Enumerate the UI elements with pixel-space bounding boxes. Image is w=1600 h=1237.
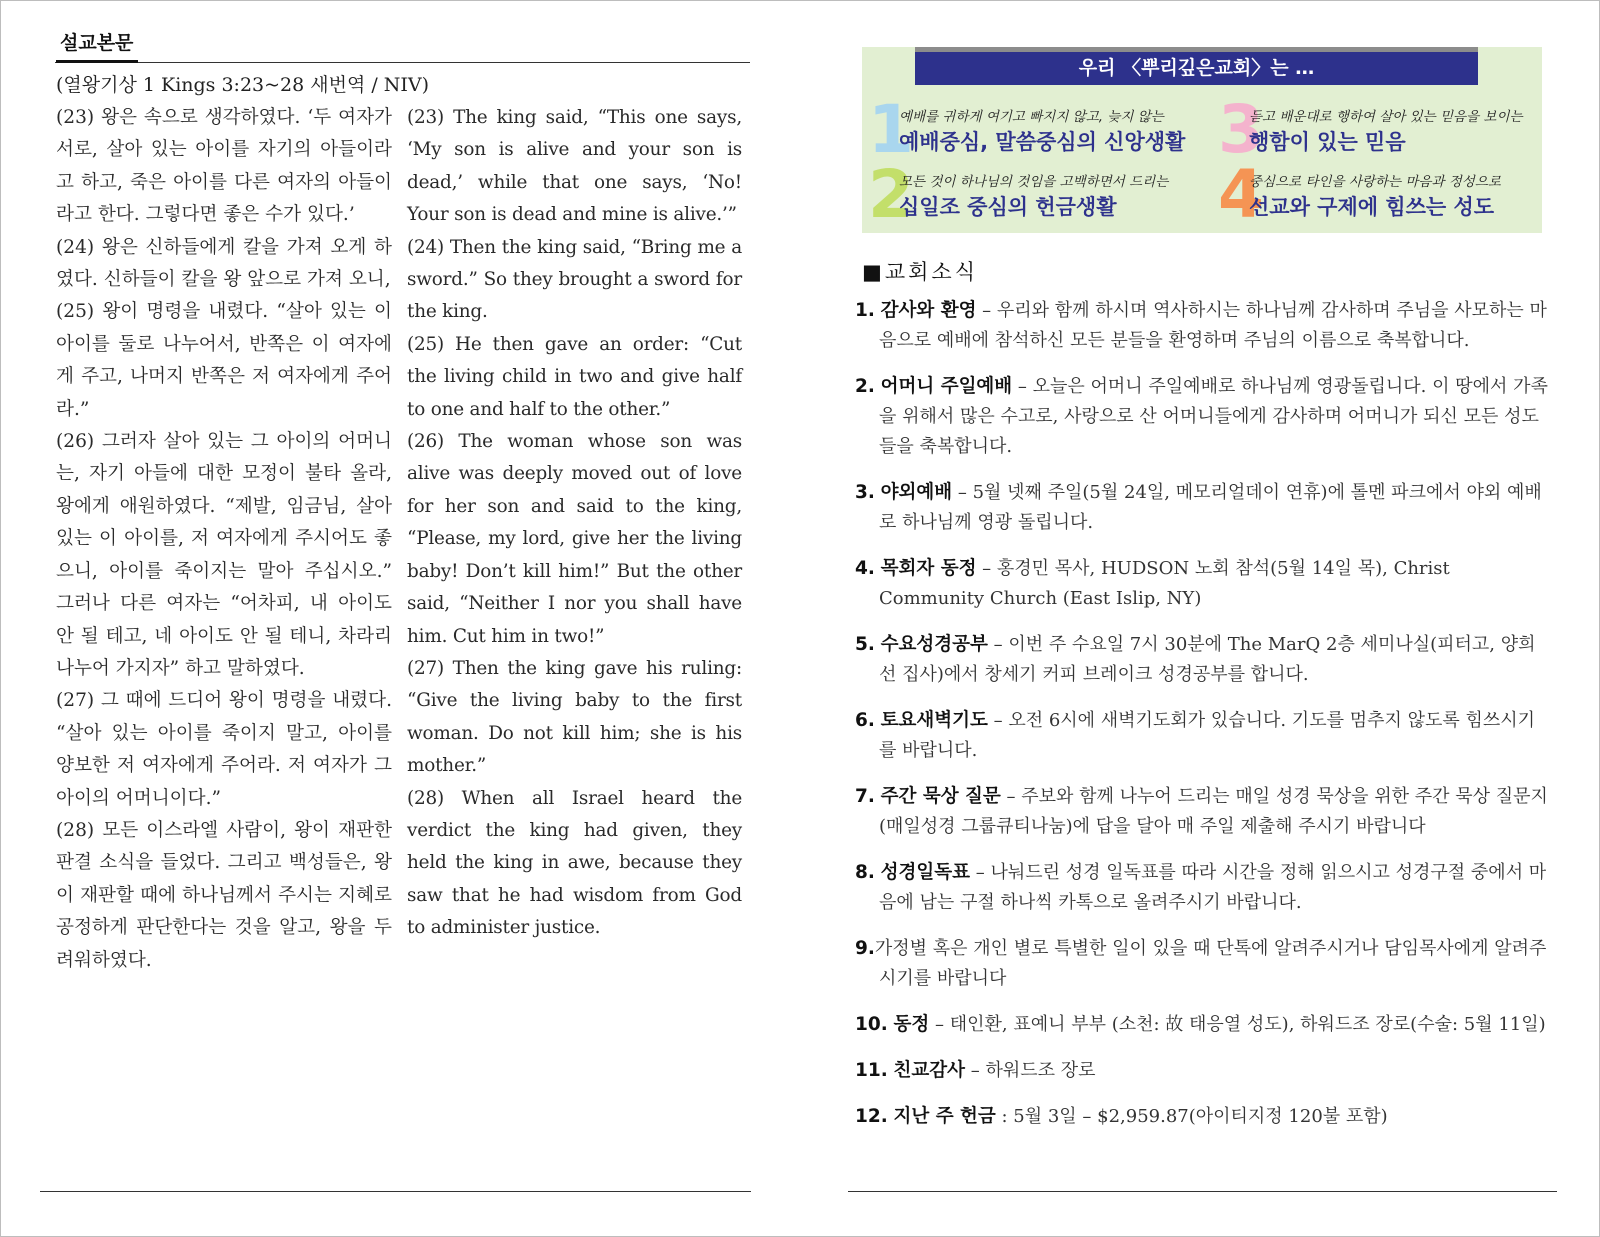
- news-item-number: 7.: [855, 786, 875, 807]
- news-item-title: 수요성경공부: [880, 634, 988, 655]
- news-item-title: 어머니 주일예배: [880, 376, 1013, 397]
- news-item-body: – 이번 주 수요일 7시 30분에 The MarQ 2층 세미나실(피터고, 양희선 집사)에서 창세기 커피 브레이크 성경공부를 합니다.: [879, 634, 1536, 685]
- church-news-heading: ■교회소식: [862, 260, 978, 284]
- left-bottom-rule: [40, 1191, 751, 1192]
- sermon-text-heading: 설교본문: [60, 32, 134, 54]
- english-verse: (25) He then gave an order: “Cut the living child in two and give half to one and half to the other.”: [407, 333, 742, 420]
- news-item: [855, 706, 1548, 766]
- korean-verse: (27) 그 때에 드디어 왕이 명령을 내렸다. “살아 있는 아이를 죽이지 말고, 아이를 양보한 저 여자에게 주어라. 저 여자가 그 아이의 어머니이다.”: [56, 690, 392, 809]
- english-verse: (26) The woman whose son was alive was deeply moved out of love for her son and said to the king, “Please, my lord, give her the living baby! Don’t kill him!” But the other said, “Neither I nor you shall have him. Cut him in two!”: [407, 431, 742, 647]
- english-text-column: [407, 102, 742, 945]
- news-item: [855, 1010, 1548, 1040]
- news-item-title: 야외예배: [880, 482, 953, 503]
- pillar-number: 4: [1218, 156, 1264, 233]
- korean-verse: (24) 왕은 신하들에게 칼을 가져 오게 하였다. 신하들이 칼을 왕 앞으로 가져 오니,: [56, 236, 392, 291]
- news-item: [855, 934, 1548, 994]
- news-item-title: 동정: [893, 1014, 930, 1035]
- news-item-body: – 주보와 함께 나누어 드리는 매일 성경 묵상을 위한 주간 묵상 질문지(매일성경 그룹큐티나눔)에 답을 달아 매 주일 제출해 주시기 바랍니다: [879, 786, 1548, 837]
- news-item-body: – 오늘은 어머니 주일예배로 하나님께 영광돌립니다. 이 땅에서 가족을 위해서 많은 수고로, 사랑으로 산 어머니들에게 감사하며 어머니가 되신 모든 성도들을 축복합니다.: [879, 376, 1548, 457]
- news-item-title: 지난 주 헌금: [893, 1106, 996, 1127]
- news-item-number: 10.: [855, 1014, 888, 1035]
- news-item-number: 6.: [855, 710, 875, 731]
- news-item-body: – 홍경민 목사, HUDSON 노회 참석(5월 14일 목), Christ Community Church (East Islip, NY): [879, 558, 1450, 609]
- news-item-number: 11.: [855, 1060, 888, 1081]
- english-verse: (28) When all Israel heard the verdict the king had given, they held the king in awe, because they saw that he had wisdom from God to administer justice.: [407, 787, 742, 939]
- heading-underline: [56, 60, 138, 63]
- pillar-title: 선교와 구제에 힘쓰는 성도: [1249, 195, 1495, 219]
- news-item: [855, 782, 1548, 842]
- news-item-title: 목회자 동정: [880, 558, 977, 579]
- news-item-body: – 나눠드린 성경 일독표를 따라 시간을 정해 읽으시고 성경구절 중에서 마음에 남는 구절 하나씩 카톡으로 올려주시기 바랍니다.: [879, 862, 1547, 913]
- english-verse: (23) The king said, “This one says, ‘My son is alive and your son is dead,’ while that one says, ‘No! Your son is dead and mine is alive.’”: [407, 107, 742, 226]
- news-item: [855, 478, 1548, 538]
- news-item-body: – 우리와 함께 하시며 역사하시는 하나님께 감사하며 주님을 사모하는 마음으로 예배에 참석하신 모든 분들을 환영하며 주님의 이름으로 축복합니다.: [879, 300, 1547, 351]
- news-item-body: – 하워드조 장로: [965, 1060, 1096, 1081]
- news-item-number: 3.: [855, 482, 875, 503]
- english-verse: (24) Then the king said, “Bring me a sword.” So they brought a sword for the king.: [407, 236, 742, 323]
- english-verse: (27) Then the king gave his ruling: “Give the living baby to the first woman. Do not kill him; she is his mother.”: [407, 657, 742, 777]
- news-item: [855, 372, 1548, 462]
- news-item: [855, 1102, 1548, 1132]
- pillar-title: 행함이 있는 믿음: [1249, 130, 1406, 154]
- news-item-title: 감사와 환영: [880, 300, 977, 321]
- pillar-number: 2: [868, 156, 914, 233]
- heading-rule: [55, 62, 750, 63]
- news-item-number: 8.: [855, 862, 875, 883]
- news-item: [855, 554, 1548, 614]
- news-item-title: 성경일독표: [880, 862, 970, 883]
- news-item-body: : 5월 3일 – $2,959.87(아이티지정 120불 포함): [995, 1106, 1388, 1127]
- pillar-subtitle: 예배를 귀하게 여기고 빠지지 않고, 늦지 않는: [899, 109, 1164, 125]
- news-item-body: – 5월 넷째 주일(5월 24일, 메모리얼데이 연휴)에 톨멘 파크에서 야외 예배로 하나님께 영광 돌립니다.: [879, 482, 1542, 533]
- korean-verse: (26) 그러자 살아 있는 그 아이의 어머니는, 자기 아들에 대한 모정이 불타 올라, 왕에게 애원하였다. “제발, 임금님, 살아 있는 이 아이를, 저 여자에게 주시어도 좋으니, 아이를 죽이지는 말아 주십시오.” 그러나 다른 여자는 “어차피, 내 아이도 안 될 테고, 네 아이도 안 될 테니, 차라리 나누어 가지자” 하고 말하였다.: [56, 431, 392, 679]
- scripture-reference: (열왕기상 1 Kings 3:23~28 새번역 / NIV): [56, 74, 430, 96]
- pillar-subtitle: 모든 것이 하나님의 것임을 고백하면서 드리는: [899, 174, 1169, 190]
- korean-verse: (28) 모든 이스라엘 사람이, 왕이 재판한 판결 소식을 들었다. 그리고 백성들은, 왕이 재판할 때에 하나님께서 주시는 지혜로 공정하게 판단한다는 것을 알고, 왕을 두려워하였다.: [56, 819, 392, 971]
- news-item-title: 주간 묵상 질문: [880, 786, 1001, 807]
- news-item: [855, 296, 1548, 356]
- news-item-title: 친교감사: [893, 1060, 965, 1081]
- pillar-subtitle: 듣고 배운대로 행하여 살아 있는 믿음을 보이는: [1249, 109, 1523, 125]
- pillar-subtitle: 중심으로 타인을 사랑하는 마음과 정성으로: [1249, 174, 1501, 190]
- news-item: [855, 858, 1548, 918]
- news-item: [855, 1056, 1548, 1086]
- news-item-number: 12.: [855, 1106, 888, 1127]
- korean-verse: (25) 왕이 명령을 내렸다. “살아 있는 이 아이를 둘로 나누어서, 반쪽은 이 여자에게 주고, 나머지 반쪽은 저 여자에게 주어라.”: [56, 301, 392, 420]
- church-news-list: [855, 296, 1548, 1132]
- news-item-number: 2.: [855, 376, 875, 397]
- church-vision-banner: [862, 47, 1542, 233]
- korean-text-column: [56, 102, 392, 977]
- pillar-number: 3: [1218, 91, 1264, 168]
- korean-verse: (23) 왕은 속으로 생각하였다. ‘두 여자가 서로, 살아 있는 아이를 자기의 아들이라고 하고, 죽은 아이를 다른 여자의 아들이라고 한다. 그렇다면 좋은 수가 있다.’: [56, 107, 392, 226]
- pillar-title: 예배중심, 말씀중심의 신앙생활: [899, 130, 1186, 154]
- news-item-body: – 오전 6시에 새벽기도회가 있습니다. 기도를 멈추지 않도록 힘쓰시기를 바랍니다.: [879, 710, 1536, 761]
- right-bottom-rule: [848, 1191, 1557, 1192]
- pillar-title: 십일조 중심의 헌금생활: [899, 195, 1117, 219]
- news-item-number: 5.: [855, 634, 875, 655]
- news-item-title: 토요새벽기도: [880, 710, 988, 731]
- news-item: [855, 630, 1548, 690]
- news-item-body: – 태인환, 표예니 부부 (소천: 故 태응열 성도), 하워드조 장로(수술: 5월 11일): [929, 1014, 1546, 1035]
- pillar-number: 1: [868, 91, 914, 168]
- banner-title: 우리 〈뿌리깊은교회〉는 …: [915, 47, 1478, 85]
- news-item-number: 4.: [855, 558, 875, 579]
- news-item-body: 가정별 혹은 개인 별로 특별한 일이 있을 때 단톡에 알려주시거나 담임목사에게 알려주시기를 바랍니다: [874, 938, 1547, 989]
- news-item-number: 1.: [855, 300, 875, 321]
- news-item-number: 9.: [855, 938, 875, 959]
